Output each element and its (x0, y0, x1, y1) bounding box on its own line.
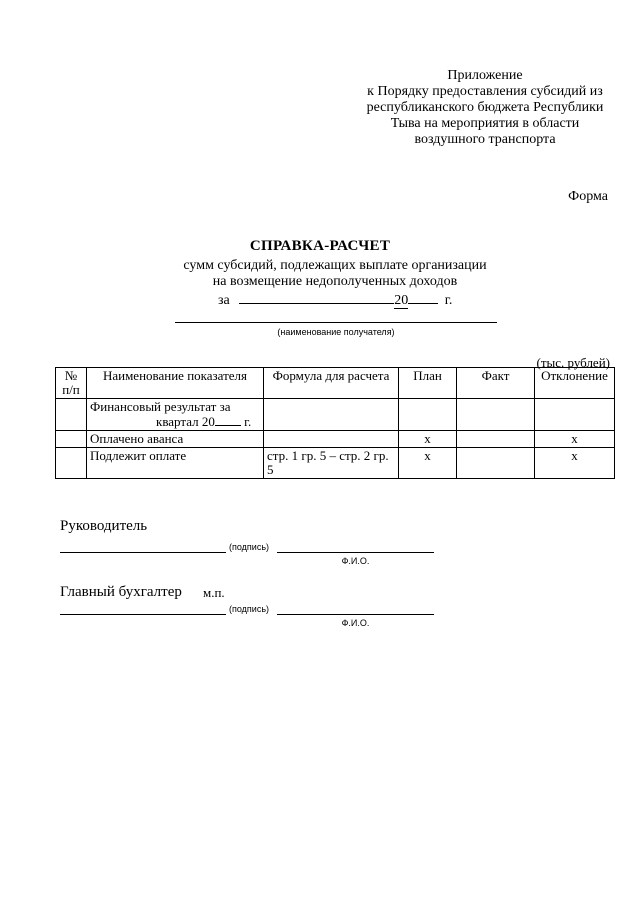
calculation-table (55, 367, 615, 479)
row-plan-cell: x (399, 431, 457, 448)
quarter-suffix: г. (244, 414, 252, 429)
year-field[interactable] (408, 290, 438, 304)
row-num-cell (56, 431, 87, 448)
accountant-sign-caption: (подпись) (229, 604, 270, 614)
row-plan-cell (399, 399, 457, 431)
row-num-cell (56, 448, 87, 479)
recipient-caption: (наименование получателя) (277, 327, 395, 337)
row-deviation-cell: x (535, 431, 615, 448)
quarter-text: квартал 20 (156, 414, 215, 429)
subtitle-line-1: сумм субсидий, подлежащих выплате организации (183, 258, 487, 273)
row-formula-cell: стр. 1 гр. 5 – стр. 2 гр. 5 (264, 448, 399, 479)
table-header-row (56, 368, 615, 399)
head-sign-caption: (подпись) (229, 542, 270, 552)
units-label: (тыс. рублей) (536, 355, 610, 370)
head-fio-caption: Ф.И.О. (341, 556, 370, 566)
head-fio-field[interactable] (277, 552, 434, 553)
row-formula-cell (264, 399, 399, 431)
header-deviation: Отклонение (535, 368, 615, 399)
row-name-line2 (90, 414, 260, 429)
accountant-signature-field[interactable] (60, 614, 226, 615)
row-name-cell (87, 399, 264, 431)
appendix-line: республиканского бюджета Республики (366, 100, 604, 115)
document-title: СПРАВКА-РАСЧЕТ (249, 238, 391, 254)
row-deviation-cell (535, 399, 615, 431)
row-plan-cell: x (399, 448, 457, 479)
stamp-label: м.п. (203, 585, 225, 600)
head-title: Руководитель (60, 518, 148, 534)
row-name-cell: Подлежит оплате (87, 448, 264, 479)
quarter-year-field[interactable] (215, 414, 241, 426)
row-formula-cell (264, 431, 399, 448)
recipient-name-field[interactable] (175, 322, 497, 323)
table-row (56, 399, 615, 431)
row-num-cell (56, 399, 87, 431)
header-fact: Факт (457, 368, 535, 399)
row-deviation-cell: x (535, 448, 615, 479)
appendix-line: воздушного транспорта (414, 132, 556, 147)
subtitle-line-2: на возмещение недополученных доходов (212, 274, 458, 289)
table-row (56, 448, 615, 479)
appendix-line: Приложение (447, 68, 523, 83)
header-name: Наименование показателя (87, 368, 264, 399)
appendix-line: к Порядку предоставления субсидий из (367, 84, 603, 99)
table-row (56, 431, 615, 448)
appendix-line: Тыва на мероприятия в области (390, 116, 580, 131)
form-label: Форма (568, 189, 608, 204)
header-plan: План (399, 368, 457, 399)
appendix-block (330, 68, 640, 148)
period-row (218, 290, 452, 309)
header-num: № п/п (56, 368, 87, 399)
row-fact-cell (457, 399, 535, 431)
period-year-prefix: 20 (394, 293, 409, 308)
period-suffix: г. (444, 293, 453, 308)
head-signature-field[interactable] (60, 552, 226, 553)
accountant-title: Главный бухгалтер (60, 584, 182, 600)
row-fact-cell (457, 431, 535, 448)
row-name-cell: Оплачено аванса (87, 431, 264, 448)
row-name-line1: Финансовый результат за (90, 399, 231, 414)
period-prefix: за (218, 293, 230, 308)
accountant-fio-field[interactable] (277, 614, 434, 615)
period-field[interactable] (239, 290, 394, 304)
row-fact-cell (457, 448, 535, 479)
accountant-fio-caption: Ф.И.О. (341, 618, 370, 628)
header-formula: Формула для расчета (264, 368, 399, 399)
